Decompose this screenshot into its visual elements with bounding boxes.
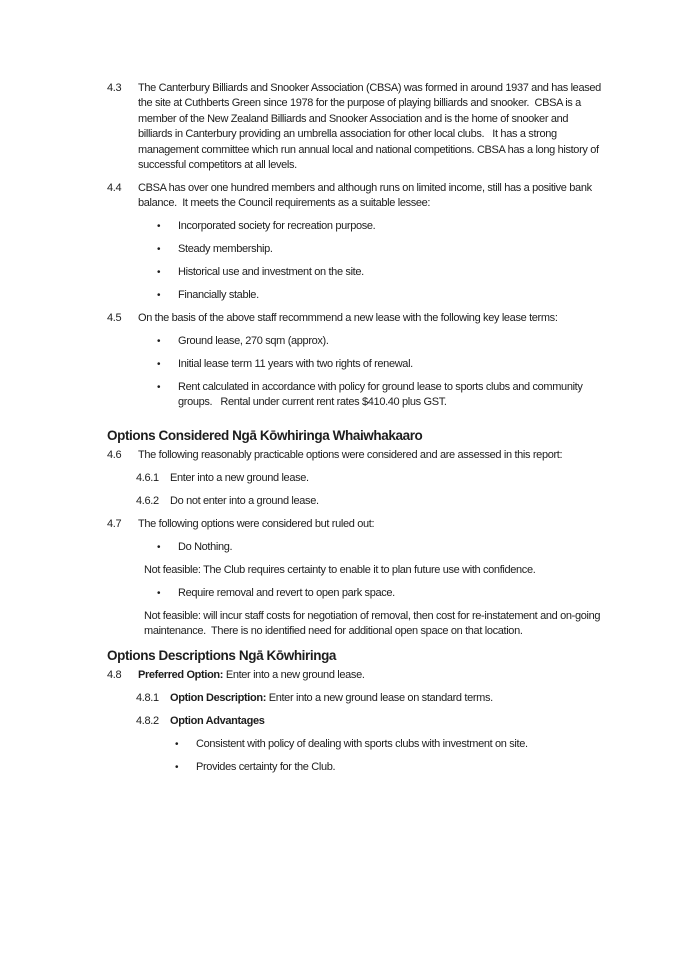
paragraph-lead-bold: Preferred Option: [138,669,224,682]
paragraph-text: CBSA has over one hundred members and although runs on limited income, still has a positive bank balance. It meets the Council requirements as a suitable lessee: [138,181,595,210]
subparagraph-text: Enter into a new ground lease. [170,472,309,485]
paragraph-text: The Canterbury Billiards and Snooker Association (CBSA) was formed in around 1937 and has leased the site at Cuthberts Green since 1978 for the purpose of playing billiards and snooker. CBSA is a member of the New Zealand Billiards and Snooker Association and is the home of snooker and billiards in Canterbury providing an umbrella association for other local clubs. It has a strong management committee which run annual local and national competitions. CBSA has a long history of successful competitors at all levels. [138,82,604,172]
paragraph-4-3 [107,81,603,173]
paragraph-number: 4.7 [107,518,122,531]
list-item [157,219,603,234]
subparagraph-lead-bold: Option Advantages [170,714,265,727]
paragraph-number: 4.4 [107,181,122,194]
bullet-icon: • [175,738,179,750]
heading-options-considered: Options Considered Ngā Kōwhiringa Whaiwhakaaro [107,428,423,444]
bullet-icon: • [157,267,161,279]
bullet-icon: • [175,761,179,773]
bullet-text: Historical use and investment on the site. [178,266,364,279]
list-item [157,334,603,349]
bullet-text: Rent calculated in accordance with policy for ground lease to sports clubs and community groups. Rental under current rent rates $410.40 plus GST. [178,380,586,408]
bullet-icon: • [157,381,161,393]
bullet-icon: • [157,221,161,233]
list-item [175,737,603,752]
paragraph-number: 4.6 [107,449,122,462]
paragraph-4-7 [107,517,603,532]
subparagraph-text: Do not enter into a ground lease. [170,495,319,508]
subparagraph-number: 4.8.2 [136,714,159,727]
bullet-text: Financially stable. [178,288,259,301]
paragraph-4-4 [107,181,603,212]
subparagraph-text [170,691,603,706]
bullet-text: Ground lease, 270 sqm (approx). [178,334,329,347]
bullet-text: Do Nothing. [178,541,233,554]
list-item [157,586,603,601]
bullet-text: Incorporated society for recreation purpose. [178,220,376,233]
list-item [157,265,603,280]
list-item [175,760,603,775]
note-text: Not feasible: The Club requires certainty to enable it to plan future use with confidence. [144,563,536,576]
list-item [157,357,603,372]
bullet-text: Initial lease term 11 years with two rights of renewal. [178,357,413,370]
paragraph-4-8 [107,668,603,683]
subparagraph-lead-bold: Option Description: [170,691,267,704]
bullet-text: Provides certainty for the Club. [196,760,336,773]
paragraph-text: The following options were considered but ruled out: [138,518,375,531]
subparagraph-number: 4.6.2 [136,495,159,508]
paragraph-4-6 [107,448,603,463]
subparagraph-number: 4.8.1 [136,691,159,704]
list-item [157,540,603,555]
note-text: Not feasible: will incur staff costs for negotiation of removal, then cost for re-instatement and on-going maintenance. There is no identified need for additional open space on that location. [144,609,603,638]
paragraph-text: On the basis of the above staff recommmend a new lease with the following key lease terms: [138,311,558,324]
list-item [157,242,603,257]
subparagraph-text [170,714,603,729]
list-item [157,380,603,411]
bullet-icon: • [157,358,161,370]
paragraph-number: 4.8 [107,669,122,682]
bullet-text: Steady membership. [178,243,273,256]
subparagraph-rest: Enter into a new ground lease on standard terms. [266,691,493,704]
bullet-icon: • [157,542,161,554]
paragraph-number: 4.5 [107,311,122,324]
paragraph-4-5 [107,311,603,326]
paragraph-text: The following reasonably practicable options were considered and are assessed in this report: [138,449,563,462]
subparagraph-4-8-1 [136,691,603,706]
list-item [157,288,603,303]
paragraph-rest: Enter into a new ground lease. [223,669,365,682]
subparagraph-number: 4.6.1 [136,472,159,485]
bullet-icon: • [157,244,161,256]
note-not-feasible-1 [144,563,603,578]
bullet-text: Require removal and revert to open park space. [178,586,395,599]
heading-options-descriptions: Options Descriptions Ngā Kōwhiringa [107,648,337,664]
bullet-icon: • [157,587,161,599]
subparagraph-4-6-2 [136,494,603,509]
paragraph-number: 4.3 [107,82,122,94]
subparagraph-4-6-1 [136,471,603,486]
subparagraph-4-8-2 [136,714,603,729]
note-not-feasible-2 [144,609,603,640]
bullet-icon: • [157,335,161,347]
bullet-text: Consistent with policy of dealing with sports clubs with investment on site. [196,737,528,750]
bullet-icon: • [157,289,161,301]
paragraph-text [138,668,603,683]
